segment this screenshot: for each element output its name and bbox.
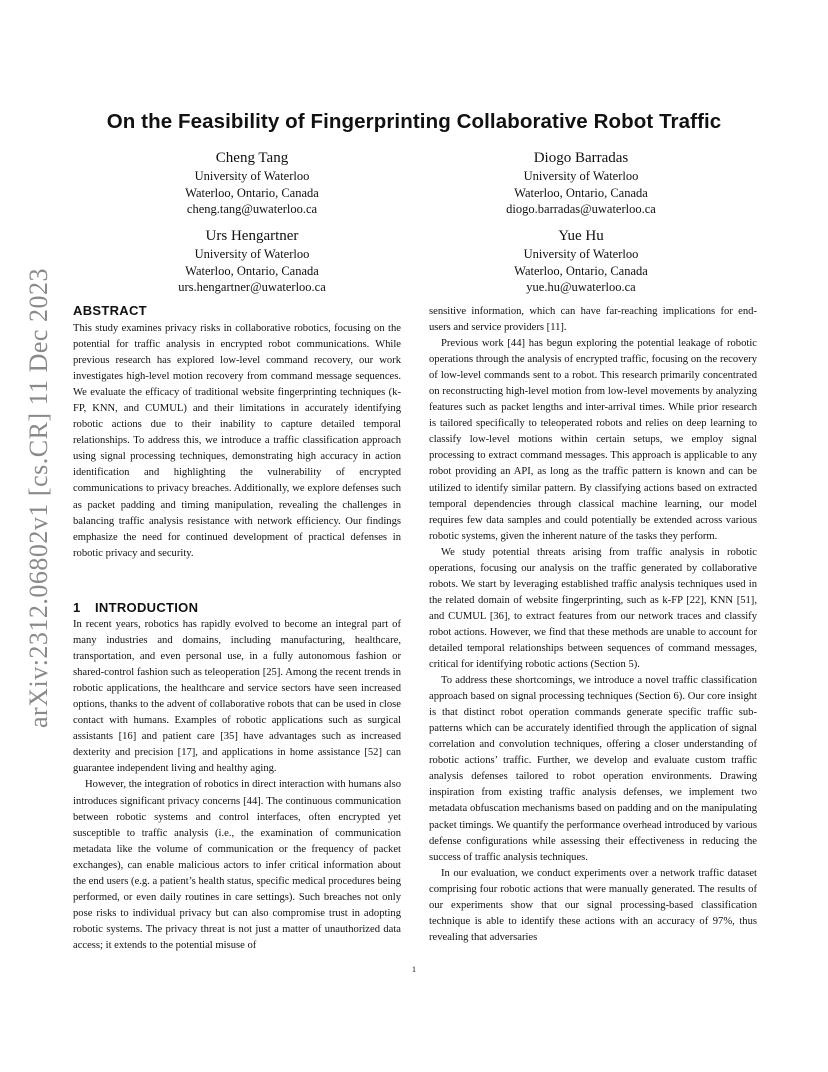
section-number: 1 (73, 600, 81, 615)
section-title: INTRODUCTION (95, 600, 199, 615)
body-paragraph: In our evaluation, we conduct experiments over a network traffic dataset comprising four robotic actions that were manually generated. The results of our experiments show that our signal processing-based classification technique is able to identify these actions with an accuracy of 97%, thus revealing that adversaries (429, 867, 757, 943)
arxiv-identifier-stamp: arXiv:2312.06802v1 [cs.CR] 11 Dec 2023 (24, 268, 53, 728)
body-paragraph: To address these shortcomings, we introduce a novel traffic classification approach based on signal processing techniques (Section 6). Our core insight is that distinct robot operation commands generate specific traffic sub-patterns which can be accurately identified through the application of signal correlation and convolution techniques, offering a closer understanding of robotic actions’ traffic. Further, we develop and evaluate custom traffic analysis defenses tailored to robot operation environments. Drawing inspiration from existing traffic analysis defenses, we implement two metadata obfuscation mechanisms based on padding and on the manipulating packet timings. We quantify the performance overhead introduced by various defense configurations while assessing their effectiveness in reducing the success of traffic analysis techniques. (429, 675, 757, 863)
author-email: diogo.barradas@uwaterloo.ca (506, 202, 656, 216)
author-email: cheng.tang@uwaterloo.ca (186, 202, 318, 216)
author-block (471, 226, 691, 296)
author-block (142, 148, 362, 218)
paper-title: On the Feasibility of Fingerprinting Collaborative Robot Traffic (106, 110, 722, 133)
author-affiliation: University of Waterloo (194, 169, 310, 183)
author-name: Diogo Barradas (533, 150, 629, 166)
author-block (471, 148, 691, 218)
author-email: urs.hengartner@uwaterloo.ca (178, 280, 326, 294)
author-affiliation: University of Waterloo (523, 247, 639, 261)
abstract-heading: ABSTRACT (73, 303, 147, 318)
introduction-left-column (73, 617, 401, 954)
author-location: Waterloo, Ontario, Canada (185, 185, 319, 200)
author-block (142, 226, 362, 296)
introduction-right-column (429, 304, 757, 946)
body-paragraph: However, the integration of robotics in direct interaction with humans also introduces significant privacy concerns [44]. The continuous communication between robotic systems and control interfaces, often encrypted yet susceptible to traffic analysis (i.e., the examination of communication metadata like the volume of communication or the frequency of packet exchanges), can enable malicious actors to infer critical information about the end users (e.g. a patient’s health status, specific medical procedures being performed, or even daily routines in care settings). Such breaches not only pose risks to individual privacy but can also compromise trust in adopting robotic systems. The privacy threat is not just a matter of unauthorized data access; it extends to the potential misuse of (73, 779, 401, 951)
abstract-body (73, 321, 401, 562)
author-name: Urs Hengartner (205, 228, 299, 244)
page-number: 1 (411, 964, 417, 974)
body-paragraph: We study potential threats arising from traffic analysis in robotic operations, focusing our analysis on the traffic generated by collaborative robots. We start by leveraging established traffic analysis techniques used in the related domain of website fingerprinting, such as k-FP [22], KNN [51], and CUMUL [36], to extract features from our network traces and classify robot actions. However, we find that these methods are unable to account for detailed temporal relationships between sequences of command messages, critical for identifying robotic actions (Section 5). (429, 546, 757, 671)
author-affiliation: University of Waterloo (194, 247, 310, 261)
author-name: Cheng Tang (215, 150, 289, 166)
author-location: Waterloo, Ontario, Canada (514, 263, 648, 278)
author-name: Yue Hu (558, 228, 604, 244)
author-email: yue.hu@uwaterloo.ca (526, 280, 636, 294)
author-affiliation: University of Waterloo (523, 169, 639, 183)
body-paragraph: Previous work [44] has begun exploring the potential leakage of robotic operations through the analysis of encrypted traffic, focusing on the recovery of low-level commands sent to a robot. This research primarily concentrated on reconstructing high-level motion from low-level movements by analyzing features such as packet lengths and inter-arrival times. While prior research is tailored specifically to teleoperated robots and relies on deep learning to classify low-level motions within certain setups, we employ signal processing to extract command messages. This approach is applicable to any robot providing an API, as long as the traffic pattern is known and can be utilized to identify similar pattern. By classifying actions based on extracted temporal dependencies through classical machine learning, our model requires few data samples and could potentially be extended across various robotic systems, given the inherent nature of the tasks they perform. (429, 338, 757, 542)
author-location: Waterloo, Ontario, Canada (514, 185, 648, 200)
introduction-heading (73, 600, 198, 615)
body-paragraph: In recent years, robotics has rapidly evolved to become an integral part of many industries and domains, including manufacturing, healthcare, transportation, and even personal use, in a fully autonomous fashion or shared-control fashion such as teleoperation [25]. Among the recent trends in robotic applications, the healthcare and service sectors have seen increased options, thanks to the advent of collaborative robots that can be used in close contact with humans. Examples of robotic applications such as surgical assistants [16] and patient care [35] have advantages such as increased dexterity and precision [17], and applications in home assistance [52] can guarantee independent living and healthy aging. (73, 619, 401, 775)
body-paragraph: sensitive information, which can have far-reaching implications for end-users and service providers [11]. (429, 306, 757, 334)
abstract-paragraph: This study examines privacy risks in collaborative robotics, focusing on the potential for traffic analysis in encrypted robot communications. While previous research has explored low-level command recovery, our work investigates high-level motion recovery from command message sequences. We evaluate the efficacy of traditional website fingerprinting techniques (k-FP, KNN, and CUMUL) and their limitations in accurately identifying robotic actions due to their inability to capture detailed temporal relationships. To address this, we introduce a traffic classification approach using signal processing techniques, demonstrating high accuracy in action identification and highlighting the vulnerability of encrypted communications to privacy breaches. Additionally, we explore defenses such as packet padding and timing manipulation, revealing the challenges in balancing traffic analysis resistance with network efficiency. Our findings emphasize the need for continued development of practical defenses in robotic privacy and security. (73, 323, 401, 559)
author-location: Waterloo, Ontario, Canada (185, 263, 319, 278)
